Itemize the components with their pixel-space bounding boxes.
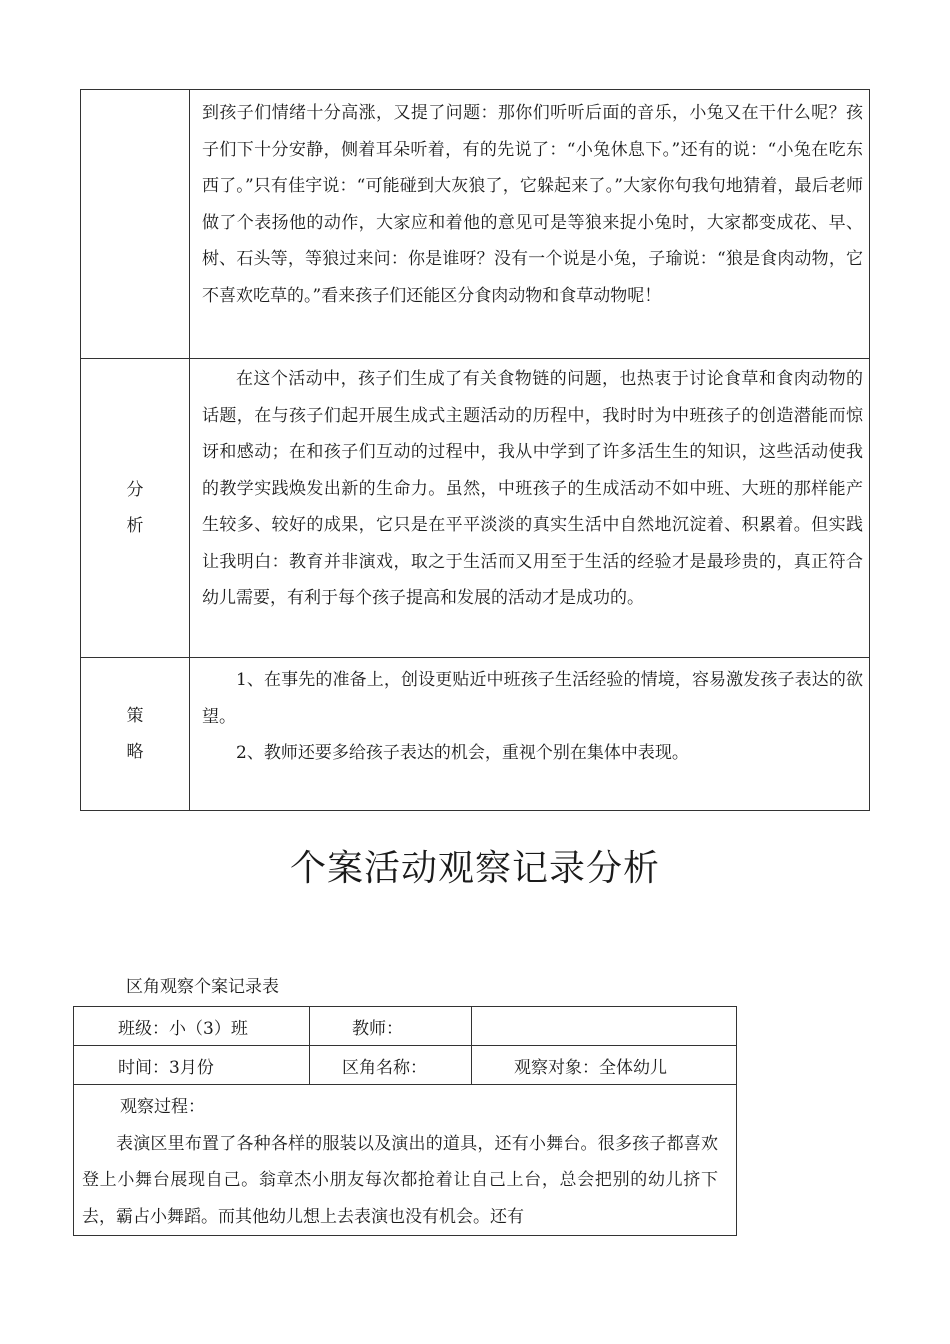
table-row-class [74,1007,737,1046]
process-cell [74,1085,737,1236]
teacher-value [472,1007,737,1046]
process-text: 表演区里布置了各种各样的服装以及演出的道具，还有小舞台。很多孩子都喜欢登上小舞台展现自己。翁章杰小朋友每次都抢着让自己上台，总会把别的幼儿挤下去，霸占小舞蹈。而其他幼儿想上去表演也没有机会。还有 [82,1133,718,1227]
strategy-label: 策 略 [81,658,190,811]
table-row-observation [81,90,870,359]
strategy-item-1: 1、在事先的准备上，创设更贴近中班孩子生活经验的情境，容易激发孩子表达的欲望。 [202,670,863,727]
observation-text-cell [190,90,870,359]
class-field: 班级：小（3）班 [74,1007,310,1046]
observation-paragraph: 到孩子们情绪十分高涨，又提了问题：那你们听听后面的音乐，小兔又在干什么呢？孩子们下十分安静，侧着耳朵听着，有的先说了：“小兔休息下。”还有的说：“小兔在吃东西了。”只有佳宇说：“可能碰到大灰狼了，它躲起来了。”大家你句我句地猜着，最后老师做了个表扬他的动作，大家应和着他的意见可是等狼来捉小兔时，大家都变成花、早、树、石头等，等狼过来问：你是谁呀？没有一个说是小兔，子瑜说：“狼是食肉动物，它不喜欢吃草的。”看来孩子们还能区分食肉动物和食草动物呢！ [202,103,863,306]
table-row-analysis [81,359,870,658]
analysis-label: 分 析 [81,359,190,658]
row-label-empty [81,90,190,359]
record-form-table [73,1006,737,1236]
page-title: 个案活动观察记录分析 [289,848,660,889]
time-field: 时间：3月份 [74,1046,310,1085]
form-title: 区角观察个案记录表 [126,977,279,997]
table-row-strategy [81,658,870,811]
observation-table [80,89,870,811]
table-row-process [74,1085,737,1236]
area-name-label: 区角名称： [310,1046,472,1085]
table-row-time [74,1046,737,1085]
analysis-paragraph: 在这个活动中，孩子们生成了有关食物链的问题，也热衷于讨论食草和食肉动物的话题，在与孩子们起开展生成式主题活动的历程中，我时时为中班孩子的创造潜能而惊讶和感动；在和孩子们互动的过程中，我从中学到了许多活生生的知识，这些活动使我的教学实践焕发出新的生命力。虽然，中班孩子的生成活动不如中班、大班的那样能产生较多、较好的成果，它只是在平平淡淡的真实生活中自然地沉淀着、积累着。但实践让我明白：教育并非演戏，取之于生活而又用至于生活的经验才是最珍贵的，真正符合幼儿需要，有利于每个孩子提高和发展的活动才是成功的。 [202,369,863,608]
strategy-item-2: 2、教师还要多给孩子表达的机会，重视个别在集体中表现。 [236,743,689,763]
process-title: 观察过程： [120,1097,205,1117]
strategy-text-cell [190,658,870,811]
teacher-label: 教师： [310,1007,472,1046]
observation-target: 观察对象：全体幼儿 [472,1046,737,1085]
analysis-text-cell [190,359,870,658]
